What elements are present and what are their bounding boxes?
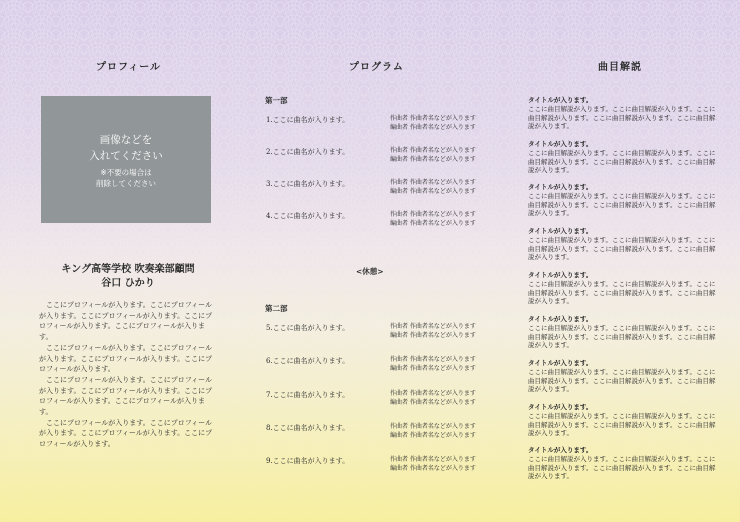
arranger-value: 作曲者名などが入ります	[409, 432, 476, 439]
note-title: タイトルが入ります。	[528, 140, 593, 148]
program-item	[266, 322, 496, 346]
composer-key: 作曲者	[390, 423, 409, 430]
program-item-credits	[390, 146, 476, 164]
arranger-key: 編曲者	[390, 220, 409, 227]
note-title: タイトルが入ります。	[528, 446, 593, 454]
photo-placeholder	[41, 96, 211, 223]
composer-value: 作曲者名などが入ります	[409, 211, 476, 218]
note-item	[528, 96, 718, 131]
note-title: タイトルが入ります。	[528, 183, 593, 191]
program-item-title: 3.ここに曲名が入ります。	[266, 180, 350, 188]
program-item-title: 2.ここに曲名が入ります。	[266, 148, 350, 156]
program-item	[266, 210, 496, 234]
composer-key: 作曲者	[390, 356, 409, 363]
composer-key: 作曲者	[390, 147, 409, 154]
intermission-label: <休憩>	[356, 267, 384, 276]
note-item	[528, 359, 718, 394]
program-item	[266, 455, 496, 479]
note-item	[528, 315, 718, 350]
composer-value: 作曲者名などが入ります	[409, 456, 476, 463]
program-item-credits	[390, 422, 476, 440]
photo-placeholder-line2: 入れてください	[89, 150, 163, 162]
arranger-key: 編曲者	[390, 156, 409, 163]
program-item-title: 9.ここに曲名が入ります。	[266, 457, 350, 465]
note-body: ここに曲目解説が入ります。ここに曲目解説が入ります。ここに曲目解説が入ります。ここに曲目解説が入ります。ここに曲目解説が入ります。	[528, 368, 716, 394]
profile-name: 谷口 ひかり	[101, 278, 155, 289]
photo-note-line1: ※不要の場合は	[100, 168, 152, 177]
program-item	[266, 114, 496, 138]
arranger-key: 編曲者	[390, 365, 409, 372]
part1-label: 第一部	[265, 96, 288, 105]
composer-key: 作曲者	[390, 390, 409, 397]
note-title: タイトルが入ります。	[528, 359, 593, 367]
note-item	[528, 227, 718, 262]
profile-paragraph: ここにプロフィールが入ります。ここにプロフィールが入ります。ここにプロフィールが入ります。ここにプロフィールが入ります。	[39, 343, 213, 374]
program-item-credits	[390, 355, 476, 373]
note-item	[528, 446, 718, 481]
composer-value: 作曲者名などが入ります	[409, 390, 476, 397]
arranger-value: 作曲者名などが入ります	[409, 465, 476, 472]
profile-affiliation: キング高等学校 吹奏楽部顧問	[61, 264, 195, 275]
arranger-value: 作曲者名などが入ります	[409, 188, 476, 195]
program-item	[266, 355, 496, 379]
notes-heading: 曲目解説	[598, 62, 642, 73]
arranger-key: 編曲者	[390, 399, 409, 406]
arranger-key: 編曲者	[390, 188, 409, 195]
note-body: ここに曲目解説が入ります。ここに曲目解説が入ります。ここに曲目解説が入ります。ここに曲目解説が入ります。ここに曲目解説が入ります。	[528, 236, 716, 262]
program-item-credits	[390, 455, 476, 473]
note-body: ここに曲目解説が入ります。ここに曲目解説が入ります。ここに曲目解説が入ります。ここに曲目解説が入ります。ここに曲目解説が入ります。	[528, 105, 716, 131]
program-item-title: 4.ここに曲名が入ります。	[266, 212, 350, 220]
note-title: タイトルが入ります。	[528, 403, 593, 411]
arranger-value: 作曲者名などが入ります	[409, 124, 476, 131]
note-body: ここに曲目解説が入ります。ここに曲目解説が入ります。ここに曲目解説が入ります。ここに曲目解説が入ります。ここに曲目解説が入ります。	[528, 192, 716, 218]
arranger-key: 編曲者	[390, 465, 409, 472]
program-item	[266, 389, 496, 413]
composer-value: 作曲者名などが入ります	[409, 323, 476, 330]
arranger-value: 作曲者名などが入ります	[409, 399, 476, 406]
note-item	[528, 140, 718, 175]
arranger-value: 作曲者名などが入ります	[409, 365, 476, 372]
note-title: タイトルが入ります。	[528, 271, 593, 279]
composer-value: 作曲者名などが入ります	[409, 179, 476, 186]
program-heading: プログラム	[349, 62, 404, 73]
program-item-title: 5.ここに曲名が入ります。	[266, 324, 350, 332]
profile-paragraph: ここにプロフィールが入ります。ここにプロフィールが入ります。ここにプロフィールが入ります。ここにプロフィールが入ります。ここにプロフィールが入ります。	[39, 301, 213, 342]
note-title: タイトルが入ります。	[528, 227, 593, 235]
program-item-credits	[390, 389, 476, 407]
note-title: タイトルが入ります。	[528, 96, 593, 104]
note-item	[528, 271, 718, 306]
note-body: ここに曲目解説が入ります。ここに曲目解説が入ります。ここに曲目解説が入ります。ここに曲目解説が入ります。ここに曲目解説が入ります。	[528, 149, 716, 175]
composer-key: 作曲者	[390, 323, 409, 330]
composer-key: 作曲者	[390, 115, 409, 122]
program-item-credits	[390, 210, 476, 228]
profile-text	[39, 300, 215, 450]
program-item-credits	[390, 322, 476, 340]
photo-note-line2: 削除してください	[96, 179, 156, 188]
program-item	[266, 146, 496, 170]
program-item-credits	[390, 114, 476, 132]
program-item-title: 6.ここに曲名が入ります。	[266, 357, 350, 365]
note-body: ここに曲目解説が入ります。ここに曲目解説が入ります。ここに曲目解説が入ります。ここに曲目解説が入ります。ここに曲目解説が入ります。	[528, 324, 716, 350]
composer-value: 作曲者名などが入ります	[409, 356, 476, 363]
arranger-key: 編曲者	[390, 332, 409, 339]
program-item	[266, 422, 496, 446]
note-item	[528, 183, 718, 218]
note-title: タイトルが入ります。	[528, 315, 593, 323]
photo-placeholder-line1: 画像などを	[99, 134, 153, 146]
composer-value: 作曲者名などが入ります	[409, 115, 476, 122]
composer-value: 作曲者名などが入ります	[409, 147, 476, 154]
note-body: ここに曲目解説が入ります。ここに曲目解説が入ります。ここに曲目解説が入ります。ここに曲目解説が入ります。ここに曲目解説が入ります。	[528, 412, 716, 438]
profile-paragraph: ここにプロフィールが入ります。ここにプロフィールが入ります。ここにプロフィールが入ります。ここにプロフィールが入ります。ここにプロフィールが入ります。	[39, 375, 213, 417]
arranger-value: 作曲者名などが入ります	[409, 156, 476, 163]
part2-label: 第二部	[265, 304, 288, 313]
arranger-key: 編曲者	[390, 432, 409, 439]
program-item-title: 8.ここに曲名が入ります。	[266, 424, 350, 432]
program-item-credits	[390, 178, 476, 196]
profile-name-block	[36, 263, 220, 291]
composer-key: 作曲者	[390, 179, 409, 186]
composer-key: 作曲者	[390, 211, 409, 218]
arranger-value: 作曲者名などが入ります	[409, 332, 476, 339]
profile-heading: プロフィール	[96, 62, 161, 73]
profile-paragraph: ここにプロフィールが入ります。ここにプロフィールが入ります。ここにプロフィールが入ります。ここにプロフィールが入ります。	[39, 418, 213, 449]
arranger-key: 編曲者	[390, 124, 409, 131]
program-item	[266, 178, 496, 202]
note-item	[528, 403, 718, 438]
composer-key: 作曲者	[390, 456, 409, 463]
composer-value: 作曲者名などが入ります	[409, 423, 476, 430]
program-item-title: 7.ここに曲名が入ります。	[266, 391, 350, 399]
program-item-title: 1.ここに曲名が入ります。	[266, 116, 350, 124]
note-body: ここに曲目解説が入ります。ここに曲目解説が入ります。ここに曲目解説が入ります。ここに曲目解説が入ります。ここに曲目解説が入ります。	[528, 280, 716, 306]
note-body: ここに曲目解説が入ります。ここに曲目解説が入ります。ここに曲目解説が入ります。ここに曲目解説が入ります。ここに曲目解説が入ります。	[528, 455, 716, 481]
arranger-value: 作曲者名などが入ります	[409, 220, 476, 227]
